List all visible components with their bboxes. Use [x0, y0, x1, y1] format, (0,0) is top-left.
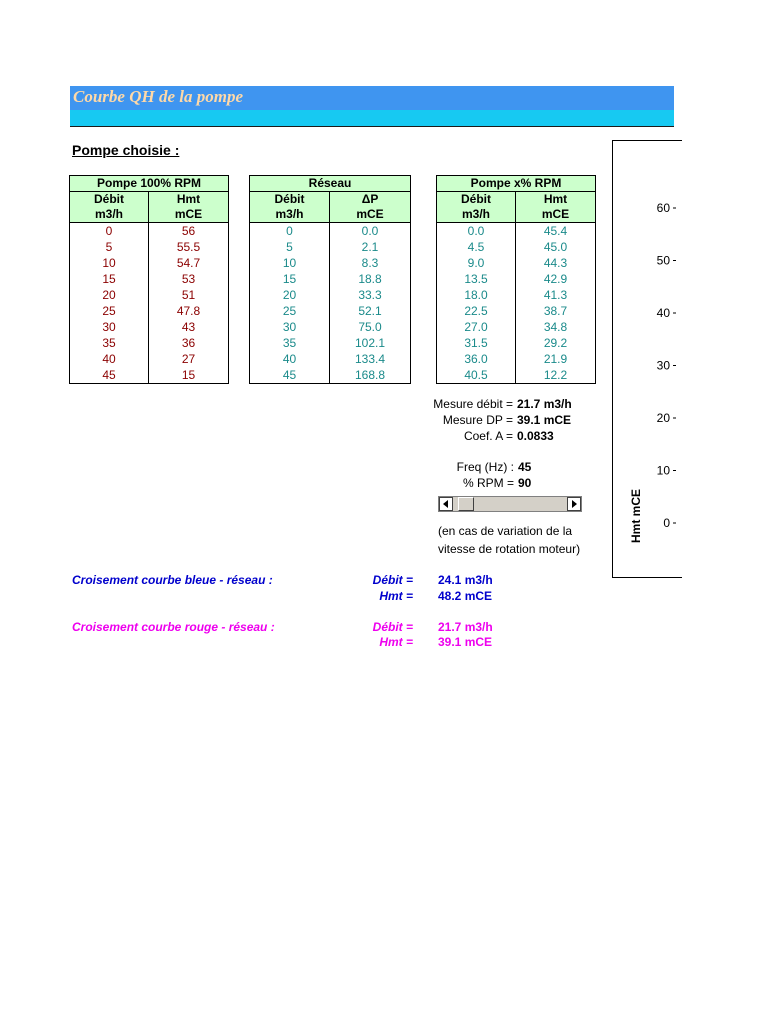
crossing-blue-hmt-value: 48.2 mCE — [438, 589, 493, 603]
table-row — [250, 335, 411, 351]
table-row — [70, 335, 229, 351]
table-cell: 45 — [70, 367, 149, 384]
table-row — [437, 271, 596, 287]
table-cell: 40.5 — [437, 367, 516, 384]
table-row — [437, 255, 596, 271]
y-tick-label: 30 — [656, 358, 670, 373]
pump-x-rpm-table — [436, 175, 596, 384]
table-cell: 15 — [250, 271, 330, 287]
column-header: Hmt — [149, 192, 229, 208]
table-cell: 55.5 — [149, 239, 229, 255]
table-row — [70, 223, 229, 240]
table-cell: 4.5 — [437, 239, 516, 255]
column-header: Hmt — [516, 192, 596, 208]
table-cell: 36.0 — [437, 351, 516, 367]
table-cell: 45.0 — [516, 239, 596, 255]
table-cell: 5 — [70, 239, 149, 255]
table-cell: 10 — [250, 255, 330, 271]
table-cell: 31.5 — [437, 335, 516, 351]
table-cell: 27.0 — [437, 319, 516, 335]
note-line-2: vitesse de rotation moteur) — [438, 542, 581, 556]
table-cell: 75.0 — [330, 319, 411, 335]
pump-100-table — [69, 175, 229, 384]
table-row — [437, 367, 596, 384]
table-cell: 133.4 — [330, 351, 411, 367]
measure-dp-label: Mesure DP = — [442, 413, 513, 427]
table-cell: 15 — [149, 367, 229, 384]
table-cell: 21.9 — [516, 351, 596, 367]
table-cell: 45.4 — [516, 223, 596, 240]
table-cell: 35 — [250, 335, 330, 351]
crossing-blue-hmt-label: Hmt = — [379, 589, 413, 603]
table-row — [437, 287, 596, 303]
scroll-thumb[interactable] — [458, 497, 474, 511]
y-tick-label: 60 — [656, 201, 670, 215]
arrow-left-icon — [443, 500, 448, 508]
table-cell: 102.1 — [330, 335, 411, 351]
table-row — [70, 351, 229, 367]
crossing-blue-debit-label: Débit = — [372, 573, 413, 587]
y-tick-label: 40 — [656, 306, 670, 320]
table-row — [70, 271, 229, 287]
crossing-red-debit-value: 21.7 m3/h — [438, 620, 493, 634]
table-row — [250, 255, 411, 271]
table-cell: 44.3 — [516, 255, 596, 271]
scroll-right-button[interactable] — [567, 497, 581, 511]
chart-frame — [612, 140, 682, 578]
table-cell: 2.1 — [330, 239, 411, 255]
table-cell: 20 — [70, 287, 149, 303]
page-title: Courbe QH de la pompe — [73, 87, 243, 106]
table-cell: 13.5 — [437, 271, 516, 287]
chart-svg — [613, 141, 682, 578]
rpm-label: % RPM = — [462, 476, 514, 490]
table-row — [70, 367, 229, 384]
table-row — [250, 287, 411, 303]
table-row — [437, 303, 596, 319]
table-row — [437, 319, 596, 335]
table-cell: 35 — [70, 335, 149, 351]
table-row — [250, 303, 411, 319]
table-cell: 22.5 — [437, 303, 516, 319]
crossing-blue-label: Croisement courbe bleue - réseau : — [72, 573, 273, 587]
table-row — [250, 319, 411, 335]
table-row — [250, 223, 411, 240]
table-cell: 47.8 — [149, 303, 229, 319]
note-line-1: (en cas de variation de la — [438, 524, 573, 538]
table-cell: 41.3 — [516, 287, 596, 303]
table-cell: 30 — [250, 319, 330, 335]
table-cell: 43 — [149, 319, 229, 335]
table-cell: 168.8 — [330, 367, 411, 384]
table-cell: 56 — [149, 223, 229, 240]
table-title: Pompe x% RPM — [437, 176, 596, 192]
table-cell: 40 — [70, 351, 149, 367]
table-cell: 40 — [250, 351, 330, 367]
network-table — [249, 175, 411, 384]
table-cell: 45 — [250, 367, 330, 384]
column-unit: mCE — [516, 207, 596, 223]
crossing-blue-debit-value: 24.1 m3/h — [438, 573, 493, 587]
arrow-right-icon — [572, 500, 577, 508]
scroll-left-button[interactable] — [439, 497, 453, 511]
table-cell: 52.1 — [330, 303, 411, 319]
table-cell: 12.2 — [516, 367, 596, 384]
table-row — [437, 239, 596, 255]
table-cell: 0 — [70, 223, 149, 240]
column-header: ΔP — [330, 192, 411, 208]
rpm-scrollbar[interactable] — [438, 496, 582, 512]
table-cell: 25 — [70, 303, 149, 319]
table-cell: 33.3 — [330, 287, 411, 303]
table-cell: 42.9 — [516, 271, 596, 287]
table-cell: 5 — [250, 239, 330, 255]
column-unit: m3/h — [70, 207, 149, 223]
table-row — [250, 271, 411, 287]
table-cell: 51 — [149, 287, 229, 303]
table-cell: 54.7 — [149, 255, 229, 271]
table-cell: 30 — [70, 319, 149, 335]
y-tick-label: 0 — [663, 516, 670, 530]
measure-dp-value: 39.1 mCE — [517, 413, 572, 427]
table-row — [437, 223, 596, 240]
column-header: Débit — [250, 192, 330, 208]
table-cell: 29.2 — [516, 335, 596, 351]
table-row — [250, 367, 411, 384]
y-axis-label: Hmt mCE — [629, 488, 643, 544]
title-stripe — [70, 110, 674, 127]
crossing-red-label: Croisement courbe rouge - réseau : — [72, 620, 275, 634]
table-cell: 15 — [70, 271, 149, 287]
table-cell: 38.7 — [516, 303, 596, 319]
table-cell: 27 — [149, 351, 229, 367]
freq-label: Freq (Hz) : — [456, 460, 514, 474]
measure-debit-label: Mesure débit = — [433, 397, 513, 411]
table-cell: 0.0 — [330, 223, 411, 240]
rpm-value: 90 — [518, 476, 532, 490]
table-title: Réseau — [250, 176, 411, 192]
title-band — [70, 86, 674, 110]
measure-debit-value: 21.7 m3/h — [517, 397, 572, 411]
section-label: Pompe choisie : — [72, 142, 180, 158]
column-unit: m3/h — [250, 207, 330, 223]
coef-value: 0.0833 — [517, 429, 554, 443]
table-row — [437, 351, 596, 367]
table-cell: 10 — [70, 255, 149, 271]
table-cell: 9.0 — [437, 255, 516, 271]
table-cell: 20 — [250, 287, 330, 303]
y-tick-label: 10 — [656, 463, 670, 478]
table-cell: 18.8 — [330, 271, 411, 287]
table-cell: 18.0 — [437, 287, 516, 303]
table-cell: 34.8 — [516, 319, 596, 335]
table-row — [70, 303, 229, 319]
crossing-red-debit-label: Débit = — [372, 620, 413, 634]
table-row — [70, 319, 229, 335]
y-tick-label: 50 — [656, 253, 670, 268]
table-cell: 36 — [149, 335, 229, 351]
column-unit: m3/h — [437, 207, 516, 223]
crossing-red-hmt-value: 39.1 mCE — [438, 635, 493, 649]
column-header: Débit — [437, 192, 516, 208]
table-title: Pompe 100% RPM — [70, 176, 229, 192]
table-row — [70, 255, 229, 271]
table-cell: 0 — [250, 223, 330, 240]
column-unit: mCE — [330, 207, 411, 223]
table-row — [250, 239, 411, 255]
coef-label: Coef. A = — [463, 429, 513, 443]
y-tick-label: 20 — [656, 411, 670, 425]
table-row — [437, 335, 596, 351]
table-cell: 53 — [149, 271, 229, 287]
table-row — [250, 351, 411, 367]
crossing-red-hmt-label: Hmt = — [379, 635, 413, 649]
table-cell: 8.3 — [330, 255, 411, 271]
table-row — [70, 239, 229, 255]
table-row — [70, 287, 229, 303]
table-cell: 25 — [250, 303, 330, 319]
column-header: Débit — [70, 192, 149, 208]
freq-value: 45 — [518, 460, 532, 474]
column-unit: mCE — [149, 207, 229, 223]
table-cell: 0.0 — [437, 223, 516, 240]
